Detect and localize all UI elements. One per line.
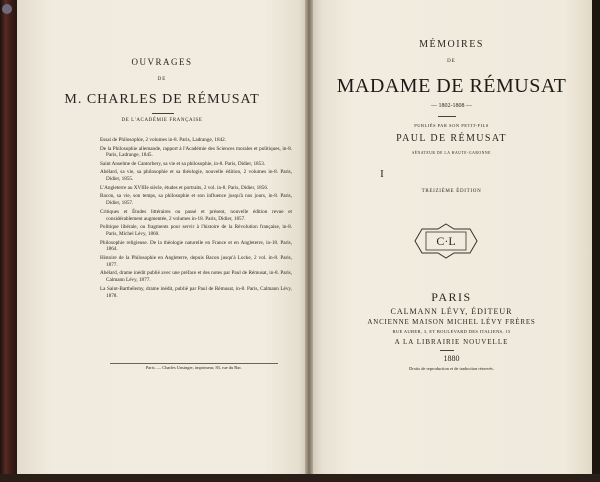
- address: RUE AUBER, 3, ET BOULEVARD DES ITALIENS, 15: [392, 329, 511, 334]
- printer-rule: [110, 363, 278, 364]
- logo-monogram: C·L: [436, 234, 456, 248]
- editor-name: PAUL DE RÉMUSAT: [396, 133, 507, 144]
- published-by: PUBLIÉS PAR SON PETIT-FILS: [414, 123, 489, 128]
- volume-number: I: [380, 168, 384, 180]
- divider: [440, 350, 454, 351]
- book-dates: — 1802-1808 —: [431, 103, 472, 109]
- edition: TREIZIÈME ÉDITION: [421, 189, 482, 194]
- work-entry: Essai de Philosophie, 2 volumes in-8. Paris, Ladrange, 1842.: [100, 137, 227, 143]
- author-academy: DE L'ACADÉMIE FRANÇAISE: [121, 118, 203, 123]
- book-spine: [0, 0, 16, 482]
- publisher: CALMANN LÉVY, ÉDITEUR: [390, 307, 513, 316]
- work-entry: Saint Anselme de Cantorbery, sa vie et sa philosophie, in-8. Paris, Didier, 1853.: [100, 160, 266, 167]
- work-entry: Critiques et Études littéraires ou passé et présent, nouvelle édition revue et considérablement augmentée, 2 volumes in-18. Paris, Didier, 1857.: [100, 208, 292, 222]
- book-bottom-edge: [0, 474, 600, 482]
- work-entry: Histoire de la Philosophie en Angleterre, depuis Bacon jusqu'à Locke, 2 vol. in-8. Paris, 1877.: [100, 254, 292, 268]
- printer-line: Paris. — Charles Unsinger, imprimeur, 83, rue du Bac.: [145, 365, 243, 370]
- work-entry: Bacon, sa vie, son temps, sa philosophie et son influence jusqu'à nos jours, in-8. Paris, Didier, 1857.: [100, 193, 292, 207]
- work-entry: Abélard, sa vie, sa philosophie et sa théologie, nouvelle édition, 2 volumes in-8. Paris, Didier, 1855.: [100, 169, 292, 183]
- title-memoires: MÉMOIRES: [419, 39, 484, 50]
- works-list: [100, 137, 292, 301]
- book-title: MADAME DE RÉMUSAT: [336, 75, 567, 97]
- year: 1880: [443, 354, 460, 363]
- work-entry: L'Angleterre au XVIIIe siècle, études et portraits, 2 vol. in-8. Paris, Didier, 1856.: [100, 184, 269, 191]
- page-gutter: [305, 0, 313, 474]
- former-house: ANCIENNE MAISON MICHEL LÉVY FRÈRES: [367, 318, 536, 326]
- bookshop: A LA LIBRAIRIE NOUVELLE: [394, 338, 509, 346]
- work-entry: Politique libérale, ou fragments pour servir à l'histoire de la Révolution française, in-8. Paris, Michel Lévy, 1860.: [100, 224, 292, 238]
- work-entry: Abélard, drame inédit publié avec une préface et des notes par Paul de Rémusat, in-8. Paris, Calmann Lévy, 1877.: [100, 270, 292, 284]
- rights-notice: Droits de reproduction et de traduction réservés.: [409, 366, 494, 371]
- city: PARIS: [431, 290, 472, 304]
- title-de: DE: [447, 59, 456, 64]
- author-name: M. CHARLES DE RÉMUSAT: [64, 92, 260, 107]
- work-entry: La Saint-Barthélemy, drame inédit, publié par Paul de Rémusat, in-8. Paris, Calmann Lévy, 1878.: [100, 285, 292, 299]
- library-label: [2, 4, 12, 14]
- work-entry: De la Philosophie allemande, rapport à l'Académie des Sciences morales et politiques, in-8. Paris, Ladrange, 1845.: [100, 145, 292, 159]
- editor-role: SÉNATEUR DE LA HAUTE-GARONNE: [412, 151, 491, 155]
- divider: [438, 116, 456, 117]
- works-de: DE: [157, 77, 167, 82]
- book-edge: [592, 0, 600, 482]
- works-heading: OUVRAGES: [131, 57, 193, 67]
- work-entry: Philosophie religieuse. De la théologie naturelle en France et en Angleterre, in-18. Paris, 1864.: [100, 239, 292, 253]
- publisher-logo-icon: [414, 223, 478, 259]
- divider: [152, 113, 174, 114]
